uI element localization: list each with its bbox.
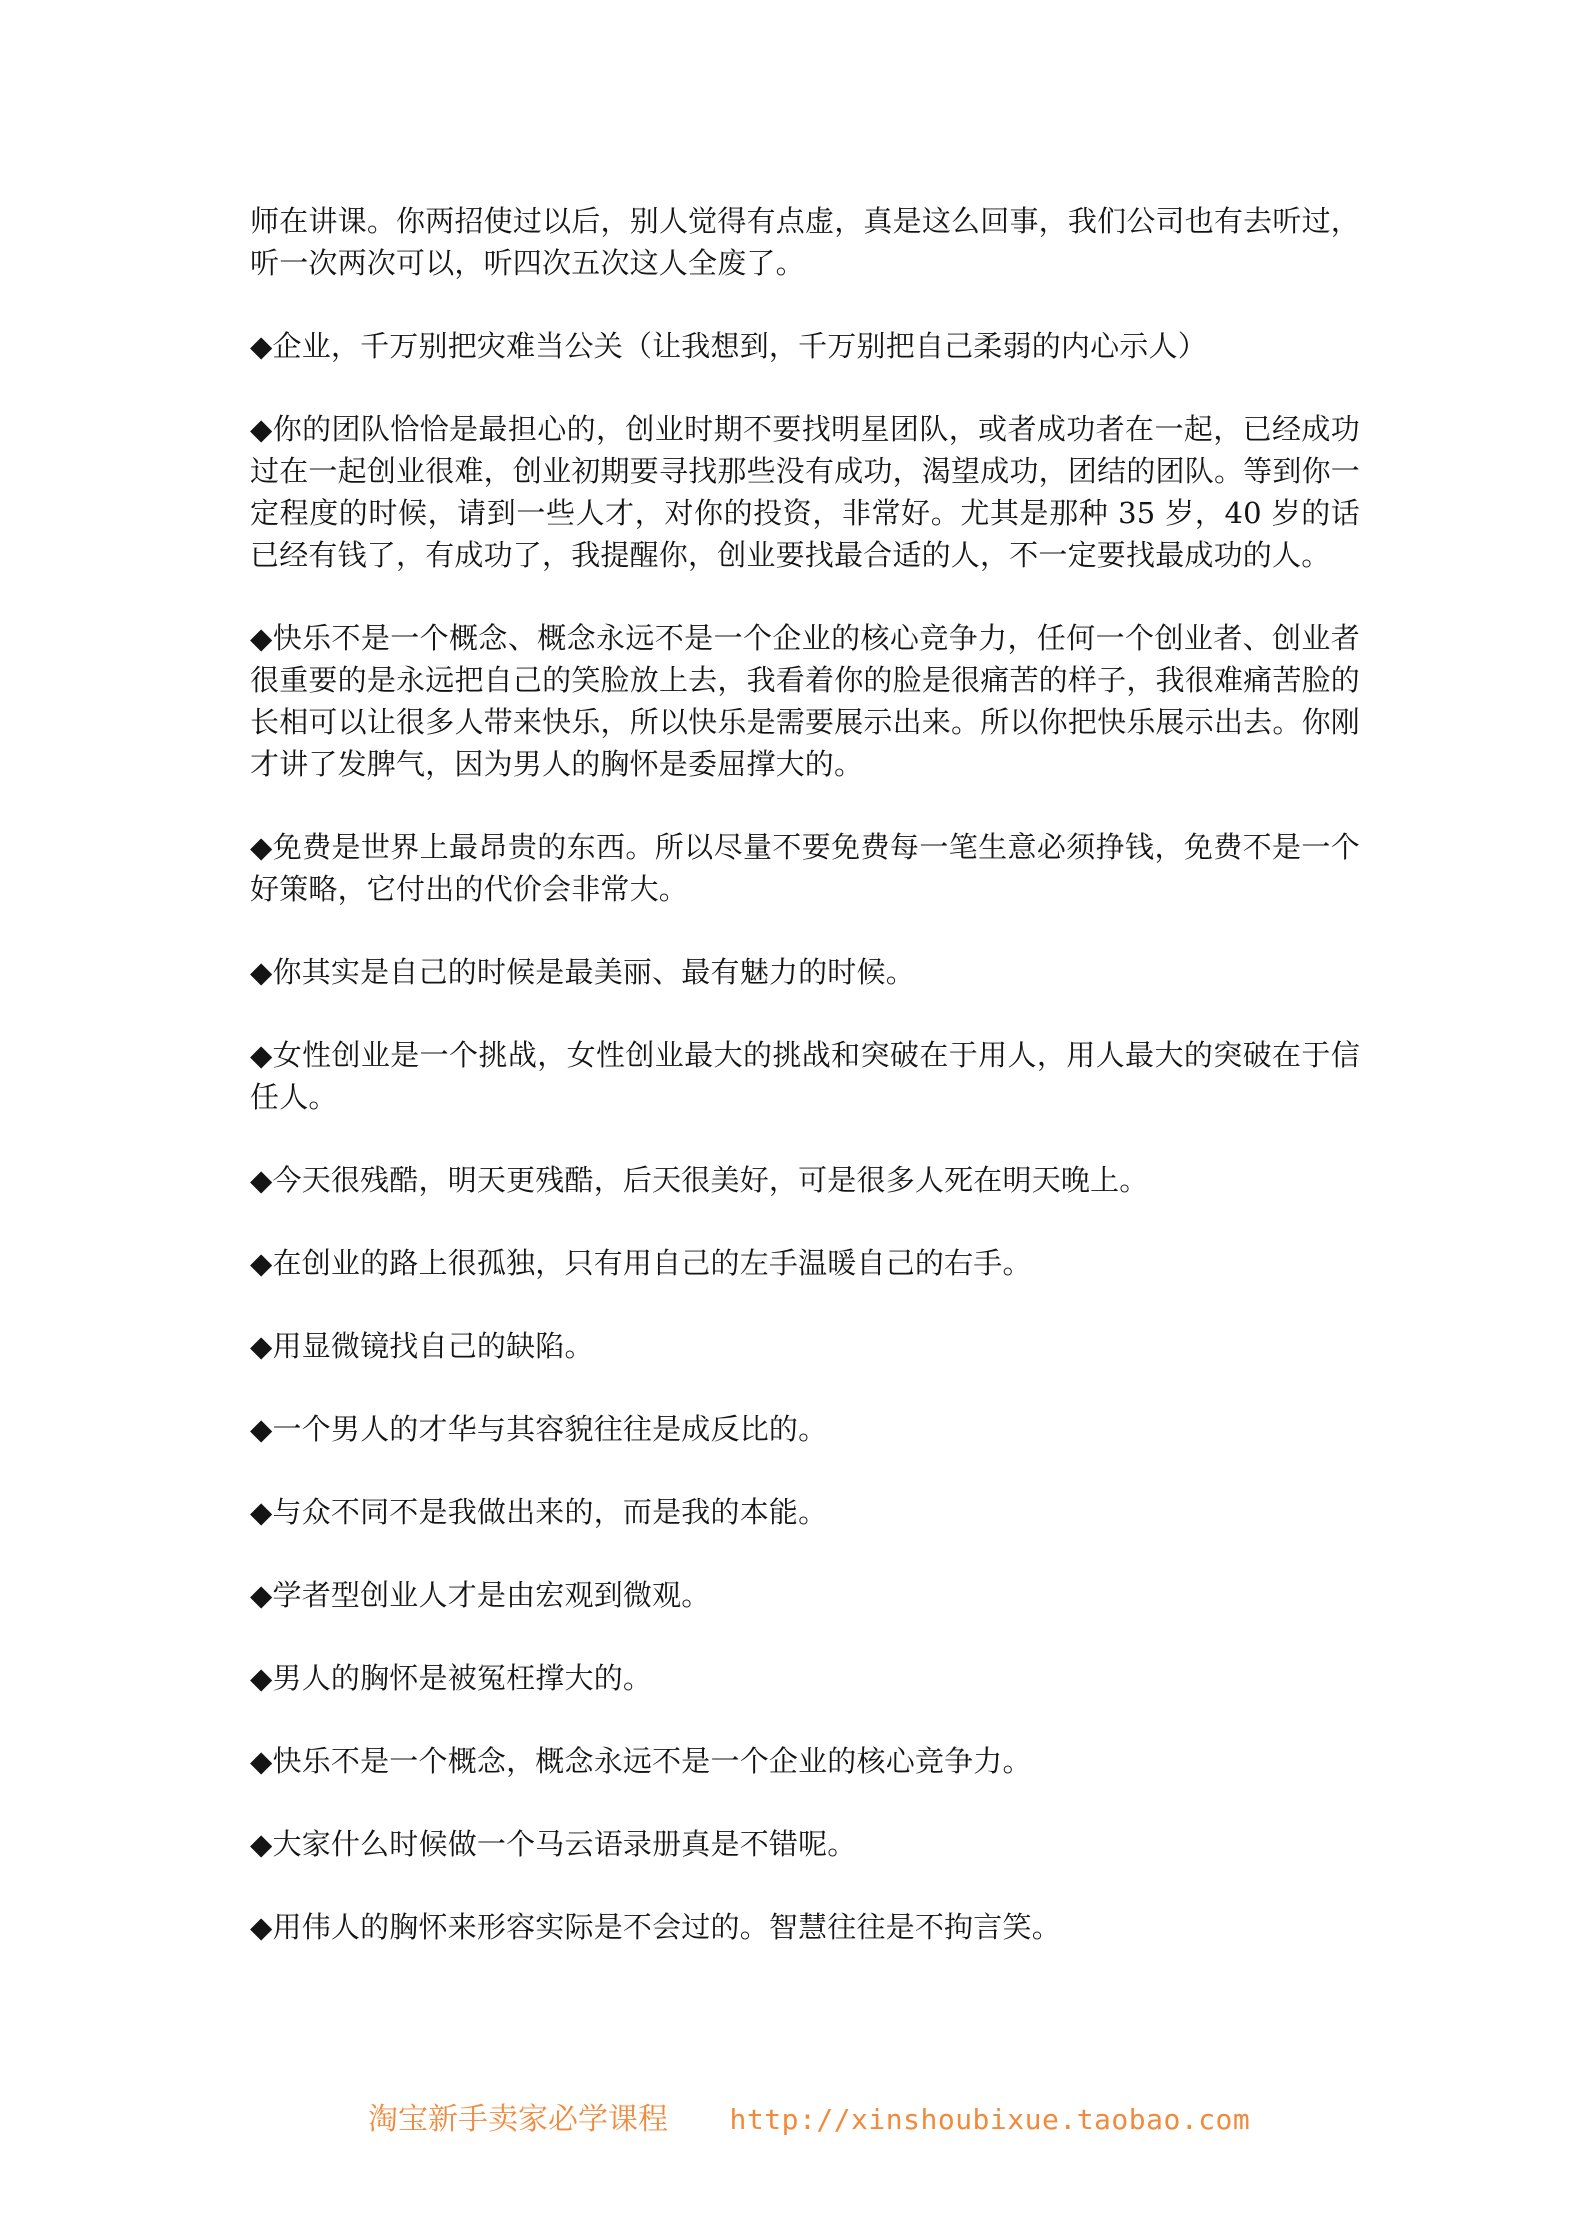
quote-paragraph: ◆用显微镜找自己的缺陷。 xyxy=(250,1329,594,1363)
page-footer xyxy=(368,2094,1250,2138)
quote-paragraph: ◆免费是世界上最昂贵的东西。所以尽量不要免费每一笔生意必须挣钱，免费不是一个好策略，它付出的代价会非常大。 xyxy=(250,830,1360,906)
quote-paragraph: ◆与众不同不是我做出来的，而是我的本能。 xyxy=(250,1495,828,1529)
footer-url-link[interactable]: http://xinshoubixue.taobao.com xyxy=(729,2103,1251,2136)
quote-paragraph: ◆在创业的路上很孤独，只有用自己的左手温暖自己的右手。 xyxy=(250,1246,1032,1280)
quote-paragraph: ◆快乐不是一个概念，概念永远不是一个企业的核心竞争力。 xyxy=(250,1744,1032,1778)
quote-paragraph: ◆快乐不是一个概念、概念永远不是一个企业的核心竞争力，任何一个创业者、创业者很重要的是永远把自己的笑脸放上去，我看着你的脸是很痛苦的样子，我很难痛苦脸的长相可以让很多人带来快乐，所以快乐是需要展示出来。所以你把快乐展示出去。你刚才讲了发脾气，因为男人的胸怀是委屈撑大的。 xyxy=(250,621,1360,781)
quote-paragraph: ◆企业，千万别把灾难当公关（让我想到，千万别把自己柔弱的内心示人） xyxy=(250,329,1207,363)
quote-paragraph: ◆你的团队恰恰是最担心的，创业时期不要找明星团队，或者成功者在一起，已经成功过在一起创业很难，创业初期要寻找那些没有成功，渴望成功，团结的团队。等到你一定程度的时候，请到一些人才，对你的投资，非常好。尤其是那种 35 岁，40 岁的话已经有钱了，有成功了，我提醒你，创业要找最合适的人，不一定要找最成功的人。 xyxy=(250,412,1360,572)
paragraph-continuation: 师在讲课。你两招使过以后，别人觉得有点虚，真是这么回事，我们公司也有去听过，听一次两次可以，听四次五次这人全废了。 xyxy=(250,204,1360,280)
quote-paragraph: ◆你其实是自己的时候是最美丽、最有魅力的时候。 xyxy=(250,955,915,989)
quote-paragraph: ◆今天很残酷，明天更残酷，后天很美好，可是很多人死在明天晚上。 xyxy=(250,1163,1149,1197)
quote-paragraph: ◆用伟人的胸怀来形容实际是不会过的。智慧往往是不拘言笑。 xyxy=(250,1910,1061,1944)
quote-paragraph: ◆女性创业是一个挑战，女性创业最大的挑战和突破在于用人，用人最大的突破在于信任人。 xyxy=(250,1038,1360,1114)
document-body xyxy=(250,200,1360,1989)
quote-paragraph: ◆学者型创业人才是由宏观到微观。 xyxy=(250,1578,711,1612)
quote-paragraph: ◆一个男人的才华与其容貌往往是成反比的。 xyxy=(250,1412,828,1446)
quote-paragraph: ◆大家什么时候做一个马云语录册真是不错呢。 xyxy=(250,1827,857,1861)
quote-paragraph: ◆男人的胸怀是被冤枉撑大的。 xyxy=(250,1661,653,1695)
footer-course-text: 淘宝新手卖家必学课程 xyxy=(368,2102,668,2137)
